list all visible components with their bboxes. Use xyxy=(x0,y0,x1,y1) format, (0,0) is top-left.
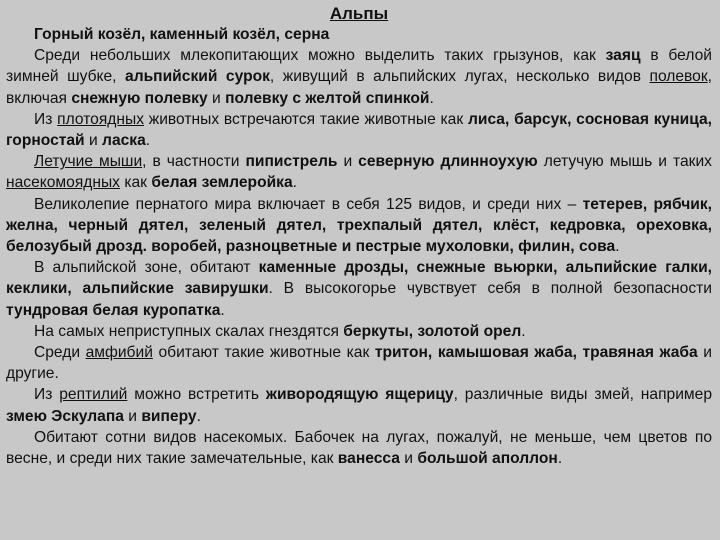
bold-term: альпийский сурок xyxy=(125,68,270,86)
bold-term: каменные дрозды, снежные вьюрки, альпийские галки, кеклики, альпийские завирушки xyxy=(6,259,713,298)
bold-term: пипистрель xyxy=(245,153,338,171)
text-run: . xyxy=(615,238,620,256)
paragraph xyxy=(6,194,712,258)
text-run: Великолепие пернатого мира включает в себя 125 видов, и среди них – xyxy=(34,195,583,213)
paragraph xyxy=(6,45,712,109)
underlined-term: полевок xyxy=(649,68,708,86)
bold-term: беркуты, золотой орел xyxy=(343,322,522,340)
text-run: , включая xyxy=(6,68,712,107)
paragraph xyxy=(6,384,712,426)
text-run: . xyxy=(292,174,298,192)
text-run: Среди xyxy=(34,344,86,362)
bold-term: Горный козёл, каменный козёл, серна xyxy=(34,26,330,43)
underlined-term: насекомоядных xyxy=(6,174,120,192)
text-run: Из xyxy=(34,386,60,404)
text-run: животных встречаются такие животные как xyxy=(144,110,468,128)
text-run: . В высокогорье чувствует себя в полной безопасности xyxy=(268,280,712,298)
text-run: , различные виды змей, например xyxy=(453,386,712,404)
text-run: и xyxy=(123,407,142,425)
text-run: На самых неприступных скалах гнездятся xyxy=(34,322,344,340)
text-run: Среди небольших млекопитающих можно выделить таких грызунов, как xyxy=(34,47,606,65)
bold-term: ванесса xyxy=(337,450,400,468)
text-run: . xyxy=(557,450,563,468)
paragraph xyxy=(6,257,712,321)
text-run: . xyxy=(429,89,434,107)
text-run: . xyxy=(145,132,151,150)
bold-term: тетерев, рябчик, желна, черный дятел, зеленый дятел, трехпалый дятел, клёст, кедровка, ореховка, белозубый дрозд. воробей, разноцветные и пестрые мухоловки, филин, сова xyxy=(6,195,712,256)
text-run: . xyxy=(196,407,201,425)
paragraph xyxy=(6,427,712,469)
underlined-term: амфибий xyxy=(85,344,153,362)
page-title: Альпы xyxy=(329,4,389,23)
underlined-term: Летучие мыши xyxy=(34,153,143,171)
text-run: и xyxy=(207,89,226,107)
text-run: Из xyxy=(34,110,58,128)
underlined-term: рептилий xyxy=(59,386,128,404)
paragraph xyxy=(6,321,712,342)
bold-term: белая землеройка xyxy=(151,174,293,192)
text-run: обитают такие животные как xyxy=(152,344,375,362)
bold-term: полевку с желтой спинкой xyxy=(225,89,430,107)
text-run: , живущий в альпийских лугах, несколько видов xyxy=(269,68,650,86)
underlined-term: плотоядных xyxy=(57,110,144,128)
bold-term: тундровая белая куропатка xyxy=(6,301,221,319)
text-run: и xyxy=(399,450,418,468)
paragraph xyxy=(6,151,712,193)
text-run: . xyxy=(521,322,526,340)
paragraph xyxy=(6,342,712,384)
text-run: летучую мышь и таких xyxy=(537,153,712,171)
bold-term: лиса, барсук, сосновая куница, горностай xyxy=(6,110,712,150)
text-run: , в частности xyxy=(142,153,246,171)
text-run: и xyxy=(84,132,103,150)
bold-term: северную длинноухую xyxy=(358,153,538,171)
paragraph xyxy=(6,24,712,45)
text-run: Обитают сотни видов насекомых. Бабочек на лугах, пожалуй, не меньше, чем цветов по весне, и среди них такие замечательные, как xyxy=(6,428,712,468)
bold-term: ласка xyxy=(102,132,146,150)
text-run: и другие. xyxy=(6,344,712,383)
bold-term: заяц xyxy=(605,47,641,65)
text-run: . xyxy=(220,301,225,319)
text-run: в белой зимней шубке, xyxy=(6,47,712,86)
document-body xyxy=(6,24,712,469)
text-run: как xyxy=(119,174,152,192)
bold-term: снежную полевку xyxy=(71,89,208,107)
bold-term: змею Эскулапа xyxy=(6,407,124,425)
text-run: можно встретить xyxy=(127,386,266,404)
paragraph xyxy=(6,109,712,151)
bold-term: большой аполлон xyxy=(417,450,558,468)
text-run: В альпийской зоне, обитают xyxy=(34,259,259,277)
bold-term: тритон, камышовая жаба, травяная жаба xyxy=(374,344,698,362)
bold-term: живородящую ящерицу xyxy=(265,386,454,404)
text-run: и xyxy=(337,153,359,171)
bold-term: виперу xyxy=(141,407,197,425)
